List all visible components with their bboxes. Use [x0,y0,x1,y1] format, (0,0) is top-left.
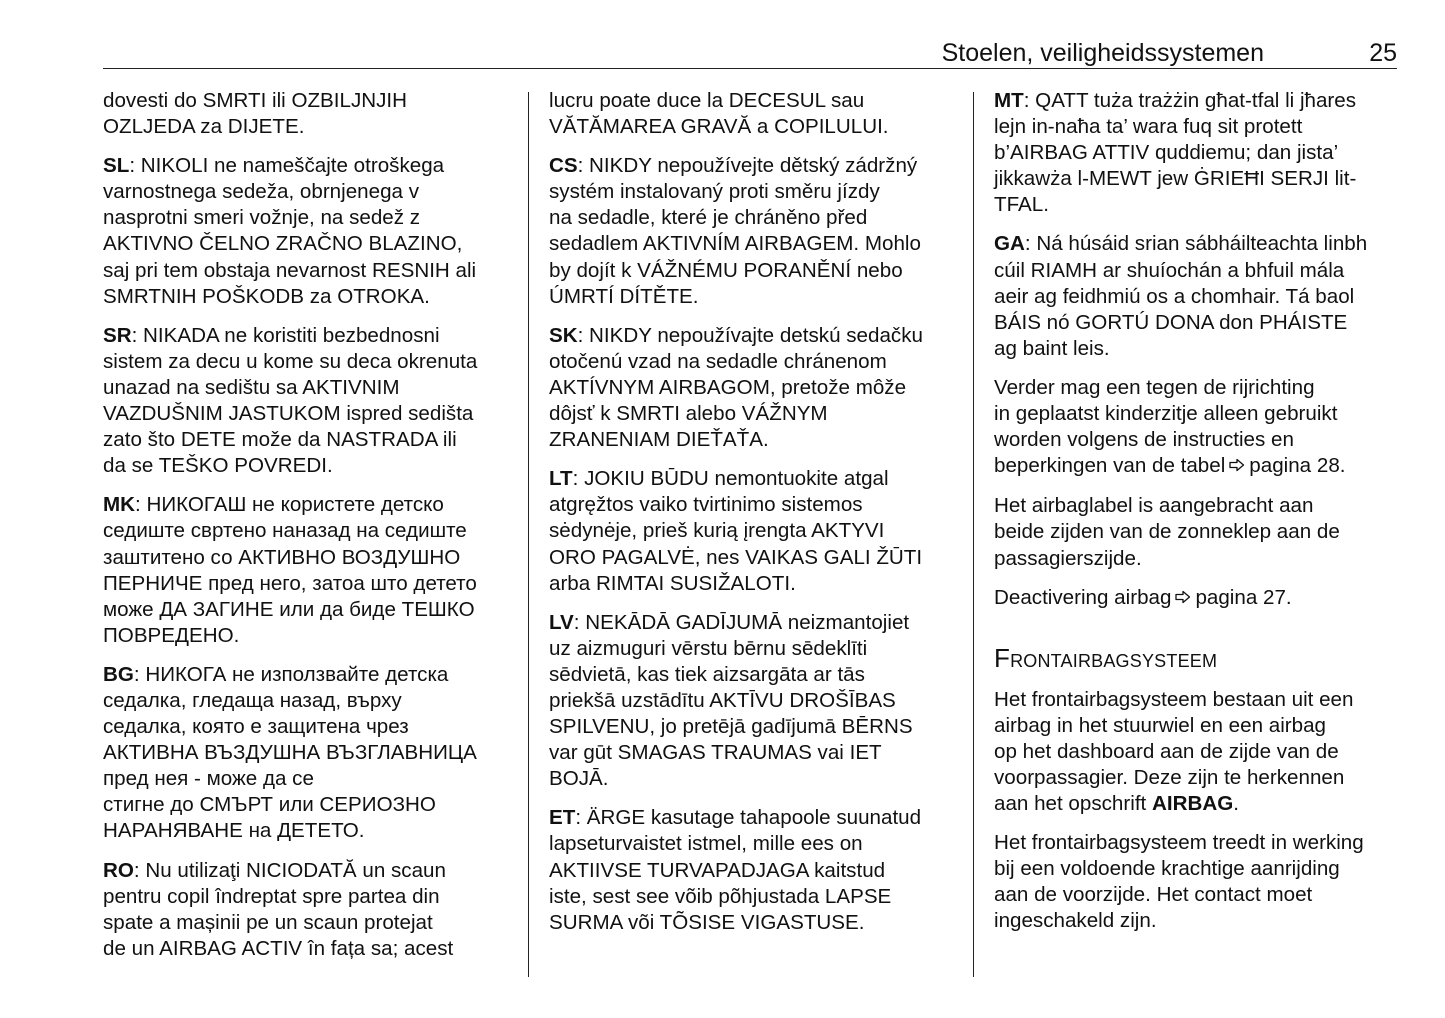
language-code: LV [549,610,574,634]
paragraph-front-1 [994,687,1394,817]
paragraph-label: Het airbaglabel is aangebracht aan beide zijden van de zonneklep aan de passagierszijde. [994,494,1340,570]
warning-paragraph [103,662,515,845]
arrow-right-outline-icon [1175,586,1191,612]
warning-text: : NIKDY nepoužívejte dětský zádržný systém instalovaný proti směru jízdy na sedadle, které je chráněno před sedadlem AKTIVNÍM AIRBAGEM. Mohlo by dojít k VÁŽNÉMU PORANĚNÍ nebo ÚMRTÍ DÍTĚTE. [549,154,921,308]
language-code: ET [549,806,576,830]
column-1 [103,88,515,975]
language-code: BG [103,662,134,686]
warning-paragraph [549,805,961,935]
column-divider [528,92,529,977]
warning-paragraph [549,153,961,310]
paragraph-text: Verder mag een tegen de rijrichting in geplaatst kinderzitje alleen gebruikt worden volgens de instructies en beperkingen van de tabel [994,375,1338,478]
warning-text: : ÄRGE kasutage tahapoole suunatud lapseturvaistet istmel, mille ees on AKTIIVSE TURVAPADJAGA kaitstud iste, sest see võib põhjustada LAPSE SURMA või TÕSISE VIGASTUSE. [549,806,922,934]
header-rule [103,68,1397,69]
language-code: MK [103,493,136,517]
column-3 [994,88,1394,948]
warning-paragraph [103,153,515,310]
warning-text: dovesti do SMRTI ili OZBILJNJIH OZLJEDA za DIJETE. [103,89,408,139]
warning-text: : NIKADA ne koristiti bezbednosni sistem za decu u kome su deca okrenuta unazad na sedištu sa AKTIVNIM VAZDUŠNIM JASTUKOM ispred sedišta zato što DETE može da NASTRADA ili da se TEŠKO POVREDI. [103,323,478,478]
warning-text: : NEKĀDĀ GADĪJUMĀ neizmantojiet uz aizmuguri vērstu bērnu sēdeklīti sēdvietā, kas tiek aizsargāta ar tās priekšā uzstādītu AKTĪVU DROŠĪBAS SPILVENU, jo pretējā gadījumā BĒRNS var gūt SMAGAS TRAUMAS vai IET BOJĀ. [549,610,913,791]
warning-paragraph [994,231,1394,361]
warning-paragraph [103,88,515,140]
paragraph-text: Deactivering airbag [994,585,1172,609]
language-code: MT [994,89,1024,112]
warning-text: : JOKIU BŪDU nemontuokite atgal atgręžtos vaiko tvirtinimo sistemos sėdynėje, prieš kurią įrengta AKTYVI ORO PAGALVĖ, nes VAIKAS GALI ŽŪTI arba RIMTAI SUSIŽALOTI. [549,467,923,595]
language-code: RO [103,858,134,882]
paragraph-verder [994,375,1394,480]
warning-text: lucru poate duce la DECESUL sau VĂTĂMAREA GRAVĂ a COPILULUI. [549,89,889,139]
arrow-right-outline-icon [1229,454,1245,480]
column-2 [549,88,961,949]
warning-paragraph [103,323,515,480]
warning-paragraph [549,323,961,453]
language-code: CS [549,154,578,178]
warning-text: : QATT tuża trażżin għat-tfal li jħares lejn in-naħa ta’ wara fuq sit protett b’AIRBAG ATTIV quddiemu; dan jista’ jikkawża l-MEWT jew ĠRIEĦI SERJI lit- TFAL. [994,89,1357,217]
page-number: 25 [1369,39,1397,67]
warning-text: : НИКОГАШ не користете детско седиште свртено наназад на седиште заштитено со АКТИВНО ВОЗДУШНО ПЕРНИЧЕ пред него, затоа што детето може ДА ЗАГИНЕ или да биде ТЕШКО ПОВРЕДЕНО. [103,493,477,647]
column-divider [973,92,974,977]
page-reference-link[interactable]: pagina 28. [1249,454,1346,478]
page-reference-link[interactable]: pagina 27. [1195,585,1292,609]
language-code: SK [549,323,578,347]
warning-paragraph [994,88,1394,218]
warning-paragraph [103,858,515,962]
paragraph-front-2: Het frontairbagsysteem treedt in werking bij een voldoende krachtige aanrijding aan de voorzijde. Het contact moet ingeschakeld zijn. [994,831,1364,933]
warning-paragraph [549,466,961,596]
warning-paragraph [103,492,515,649]
language-code: SR [103,323,132,347]
paragraph-deactivering [994,585,1394,612]
warning-text: : Nu utilizaţi NICIODATĂ un scaun pentru copil îndreptat spre partea din spate a mașinii pe un scaun protejat de un AIRBAG ACTIV în fața sa; acest [103,858,454,960]
warning-paragraph [549,88,961,140]
paragraph-text: Het frontairbagsysteem bestaan uit een airbag in het stuurwiel en een airbag op het dashboard aan de zijde van de voorpassagier. Deze zijn te herkennen aan het opschrift [994,687,1354,816]
warning-text: : НИКОГА не използвайте детска седалка, гледаща назад, върху седалка, която е защитена чрез АКТИВНА ВЪЗДУШНА ВЪЗГЛАВНИЦА пред нея - може да се стигне до СМЪРТ или СЕРИОЗНО НАРАНЯВАНЕ на ДЕТЕТО. [103,662,477,843]
language-code: LT [549,467,573,491]
warning-text: : NIKDY nepoužívajte detskú sedačku otočenú vzad na sedadle chránenom AKTÍVNYM AIRBAGOM, pretože môže dôjsť k SMRTI alebo VÁŽNYM ZRANENIAM DIEŤAŤA. [549,323,923,452]
header-title: Stoelen, veiligheidssystemen [941,39,1264,67]
warning-text: : NIKOLI ne nameščajte otroškega varnostnega sedeža, obrnjenega v nasprotni smeri vožnje, na sedež z AKTIVNO ČELNO ZRAČNO BLAZINO, saj pri tem obstaja nevarnost RESNIH ali SMRTNIH POŠKODB za OTROKA. [103,154,477,308]
language-code: SL [103,154,130,178]
column-3-warnings [994,88,1394,362]
warning-text: : Ná húsáid srian sábháilteachta linbh cúil RIAMH ar shuíochán a bhfuil mála aeir ag feidhmiú os a chomhair. Tá baol BÁIS nó GORTÚ DONA don PHÁISTE ag baint leis. [994,232,1368,360]
language-code: GA [994,232,1025,256]
airbag-label-text: AIRBAG [1152,792,1234,816]
paragraph-text: . [1233,792,1239,816]
warning-paragraph [549,610,961,793]
section-heading: Frontairbagsysteem [994,642,1218,673]
